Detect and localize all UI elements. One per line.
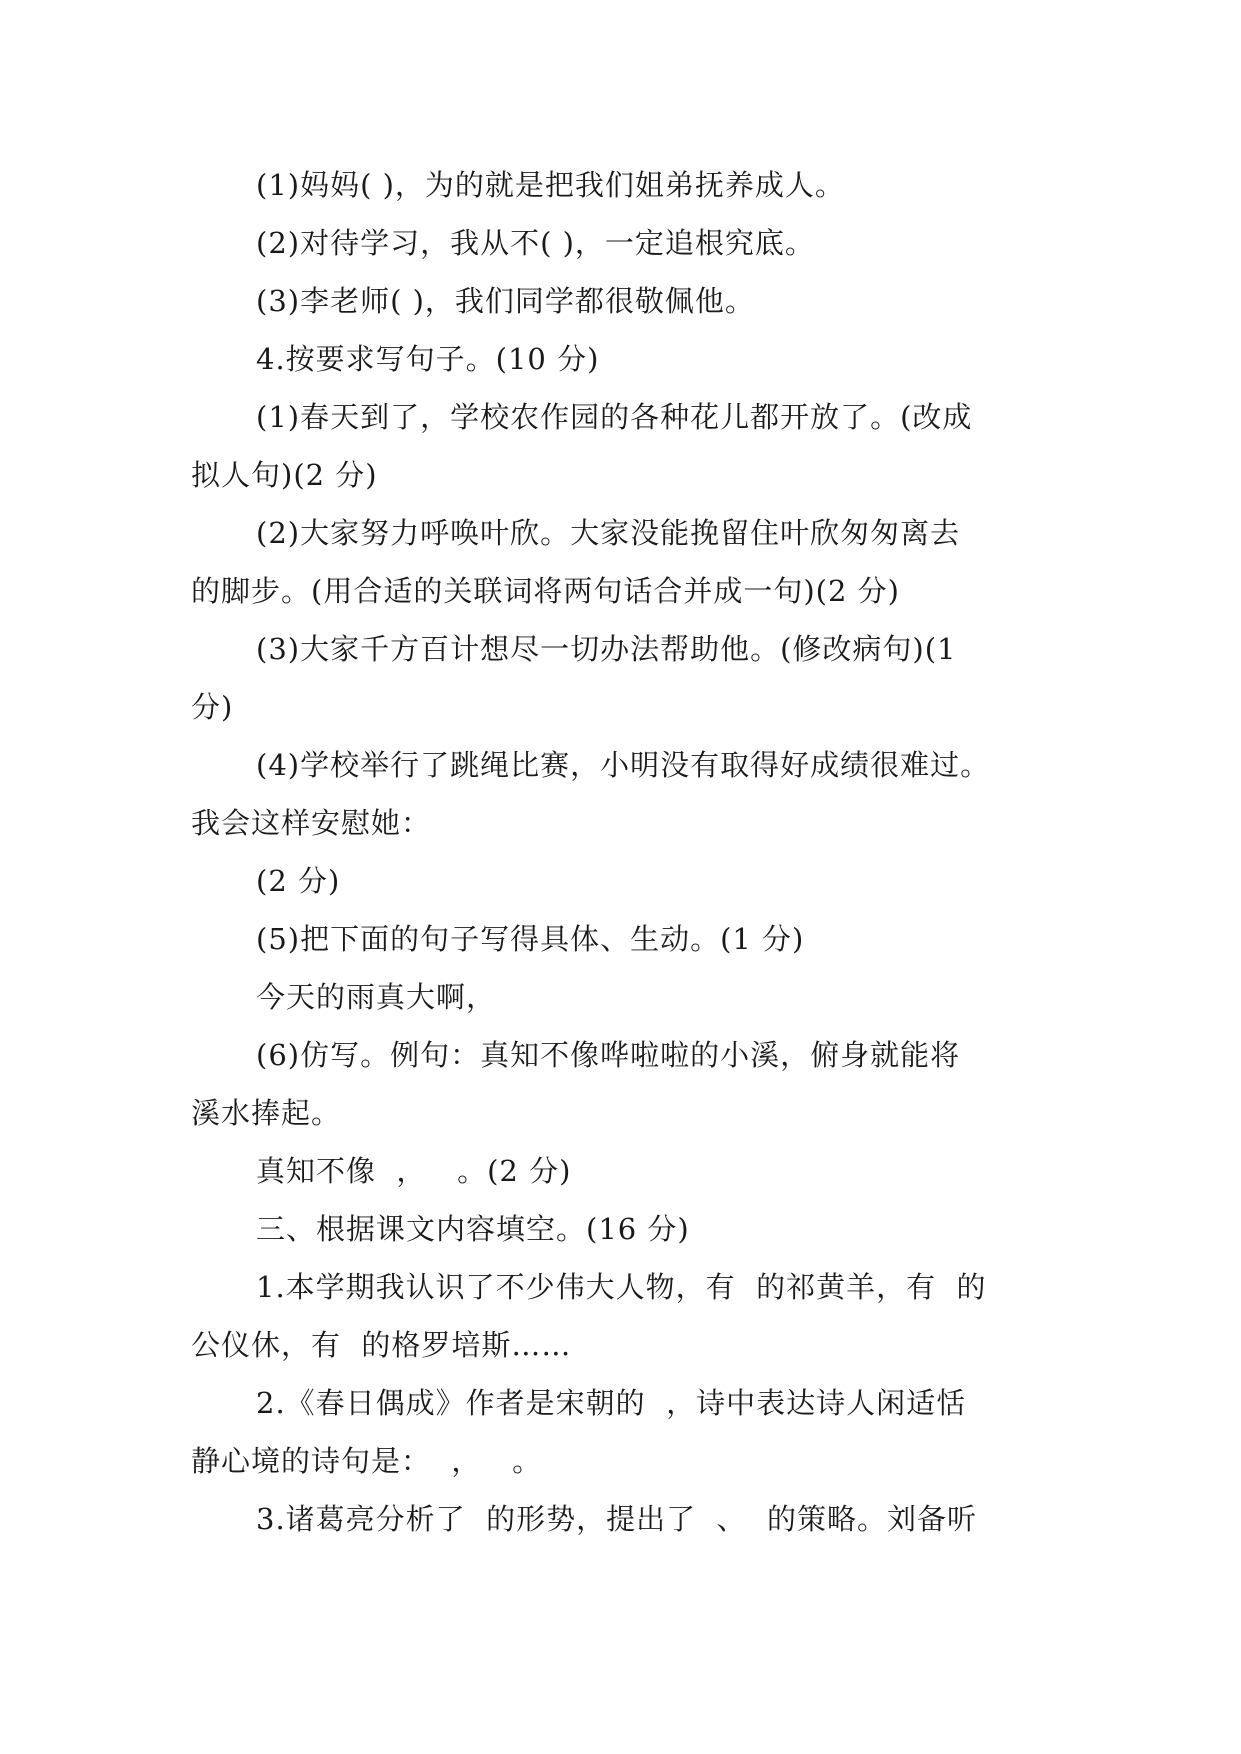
text-line: 溪水捧起。: [191, 1096, 342, 1130]
text-line: 公仪休，有 的格罗培斯……: [191, 1328, 572, 1362]
text-line: (3)李老师( )，我们同学都很敬佩他。: [256, 284, 755, 318]
text-line: 分): [191, 690, 234, 724]
text-line: 3.诸葛亮分析了 的形势，提出了 、 的策略。刘备听: [256, 1502, 977, 1536]
text-line: 1.本学期我认识了不少伟大人物，有 的祁黄羊，有 的: [256, 1270, 987, 1304]
text-line: (2 分): [256, 864, 341, 898]
text-line: (1)春天到了，学校农作园的各种花儿都开放了。(改成: [256, 400, 973, 434]
text-line: 拟人句)(2 分): [191, 458, 378, 492]
text-line: 我会这样安慰她：: [191, 806, 432, 840]
text-line: (4)学校举行了跳绳比赛，小明没有取得好成绩很难过。: [256, 748, 991, 782]
text-line: 的脚步。(用合适的关联词将两句话合并成一句)(2 分): [191, 574, 900, 608]
text-line: (6)仿写。例句：真知不像哗啦啦的小溪，俯身就能将: [256, 1038, 961, 1072]
text-line: 2.《春日偶成》作者是宋朝的 ，诗中表达诗人闲适恬: [256, 1386, 967, 1420]
text-line: (2)大家努力呼唤叶欣。大家没能挽留住叶欣匆匆离去: [256, 516, 961, 550]
text-line: (5)把下面的句子写得具体、生动。(1 分): [256, 922, 805, 956]
text-line: 静心境的诗句是： ， 。: [191, 1444, 543, 1478]
text-line: (3)大家千方百计想尽一切办法帮助他。(修改病句)(1: [256, 632, 957, 666]
text-line: 真知不像 ， 。(2 分): [256, 1154, 572, 1188]
text-line: (1)妈妈( )，为的就是把我们姐弟抚养成人。: [256, 168, 845, 202]
text-line: 4.按要求写句子。(10 分): [256, 342, 600, 376]
text-line: (2)对待学习，我从不( )，一定追根究底。: [256, 226, 815, 260]
text-line: 今天的雨真大啊，: [256, 980, 497, 1014]
text-line: 三、根据课文内容填空。(16 分): [256, 1212, 690, 1246]
